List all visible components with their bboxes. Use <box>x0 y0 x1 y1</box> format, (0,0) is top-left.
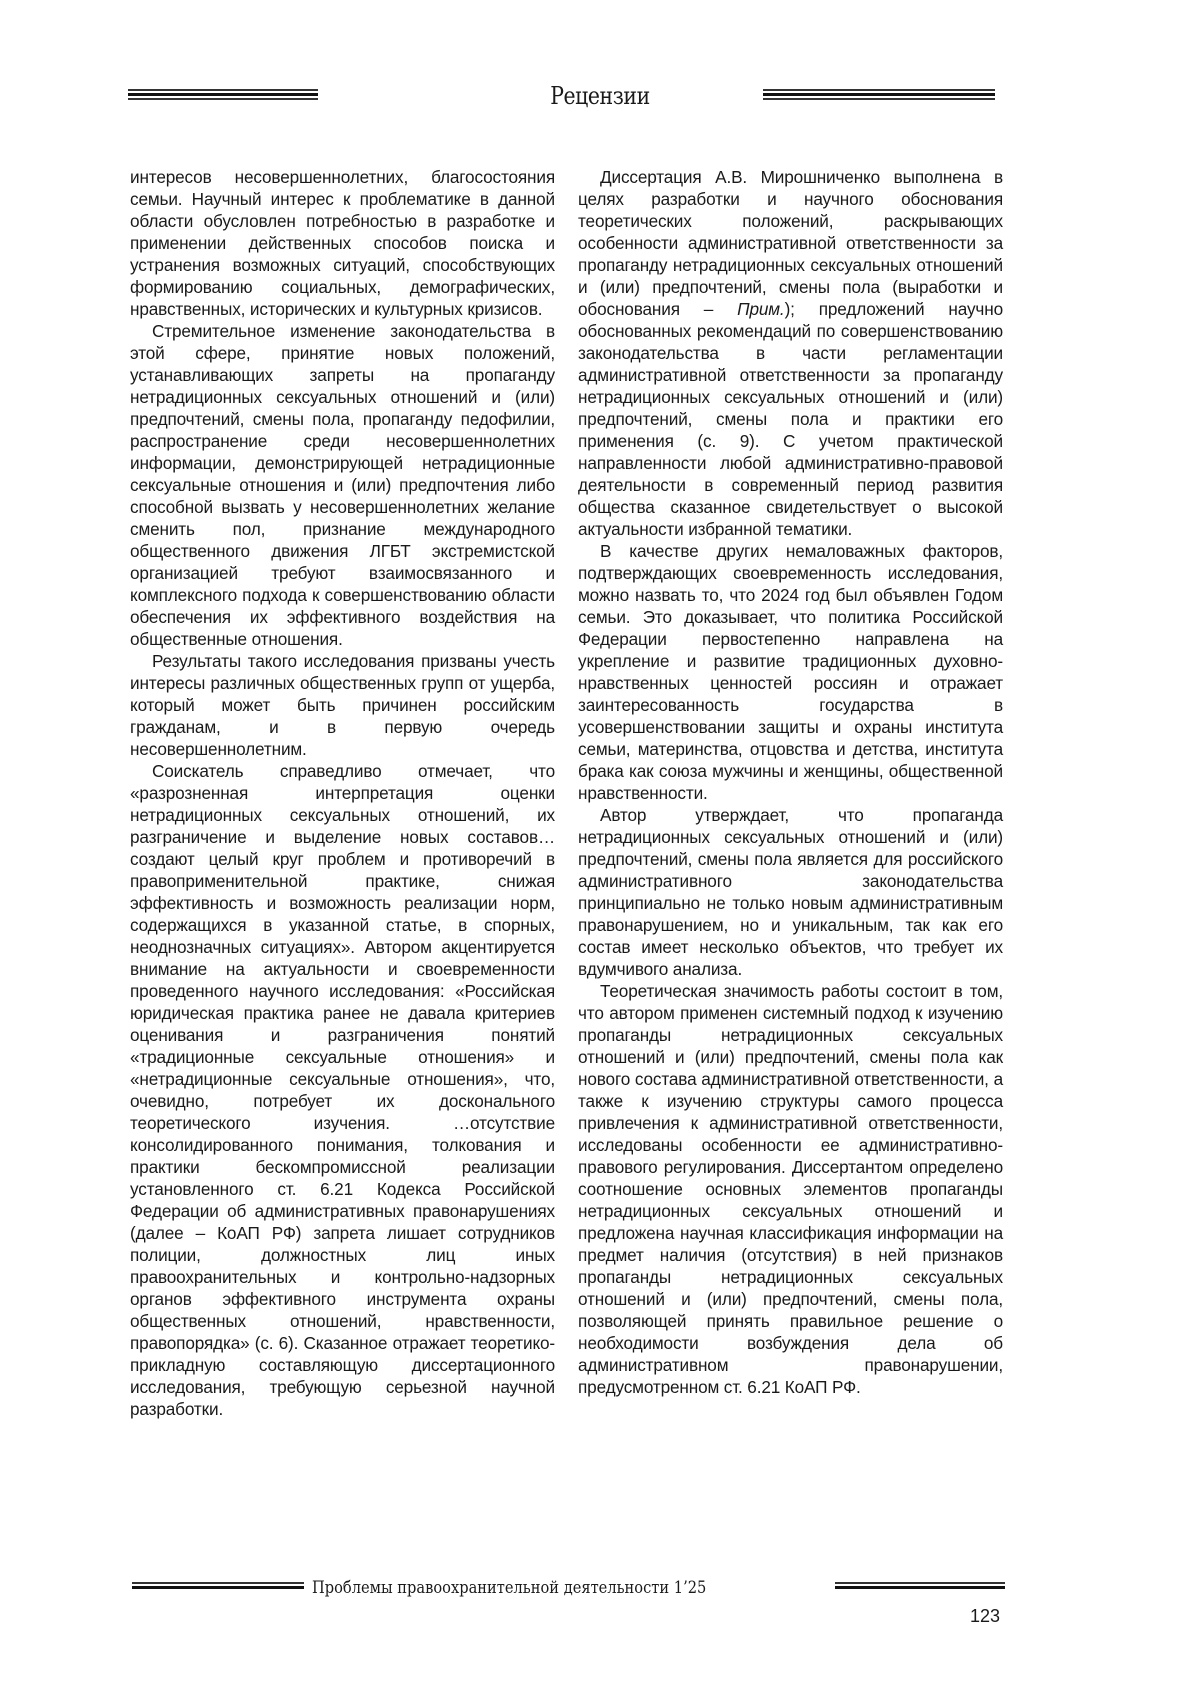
paragraph: В качестве других немаловажных факторов, подтверждающих своевременность исследования, можно назвать то, что 2024 год был объявлен Годом семьи. Это доказывает, что политика Российской Федерации первостепенно направлена на укрепление и развитие традиционных духовно-нравственных ценностей россиян и отражает заинтересованность государства в усовершенствовании защиты и охраны института семьи, материнства, отцовства и детства, института брака как союза мужчины и женщины, общественной нравственности. <box>578 540 1003 804</box>
left-column <box>130 166 555 1420</box>
footer-rule-left <box>132 1582 304 1593</box>
paragraph: интересов несовершеннолетних, благосостояния семьи. Научный интерес к проблематике в данной области обусловлен потребностью в разработке и применении действенных способов поиска и устранения возможных ситуаций, способствующих формированию социальных, демографических, нравственных, исторических и культурных кризисов. <box>130 166 555 320</box>
right-column <box>578 166 1003 1398</box>
section-title: Рецензии <box>90 82 1110 110</box>
journal-title: Проблемы правоохранительной деятельности 1’25 <box>312 1578 706 1598</box>
footer-rule-right <box>835 1582 1005 1593</box>
note-abbrev: Прим. <box>737 299 784 319</box>
header-rule-right <box>763 89 995 100</box>
paragraph: Теоретическая значимость работы состоит в том, что автором применен системный подход к изучению пропаганды нетрадиционных сексуальных отношений и (или) предпочтений, смены пола как нового состава административной ответственности, а также к изучению структуры самого процесса привлечения к административной ответственности, исследованы особенности ее административно-правового регулирования. Диссертантом определено соотношение основных элементов пропаганды нетрадиционных сексуальных отношений и предложена научная классификация информации на предмет наличия (отсутствия) в ней признаков пропаганды нетрадиционных сексуальных отношений и (или) предпочтений, смены пола, позволяющей принять правильное решение о необходимости возбуждения дела об административном правонарушении, предусмотренном ст. 6.21 КоАП РФ. <box>578 980 1003 1398</box>
paragraph: Стремительное изменение законодательства в этой сфере, принятие новых положений, устанавливающих запреты на пропаганду нетрадиционных сексуальных отношений и (или) предпочтений, смены пола, пропаганду педофилии, распространение среди несовершеннолетних информации, демонстрирующей нетрадиционные сексуальные отношения и (или) предпочтения либо способной вызвать у несовершеннолетних желание сменить пол, признание международного общественного движения ЛГБТ экстремистской организацией требуют взаимосвязанного и комплексного подхода к совершенствованию области обеспечения их эффективного воздействия на общественные отношения. <box>130 320 555 650</box>
paragraph: Диссертация А.В. Мирошниченко выполнена в целях разработки и научного обоснования теоретических положений, раскрывающих особенности административной ответственности за пропаганду нетрадиционных сексуальных отношений и (или) предпочтений, смены пола (выработки и обоснования – Прим.); предложений научно обоснованных рекомендаций по совершенствованию законодательства в части регламентации административной ответственности за пропаганду нетрадиционных сексуальных отношений и (или) предпочтений, смены пола и практики его применения (с. 9). С учетом практической направленности любой административно-правовой деятельности в современный период развития общества сказанное свидетельствует о высокой актуальности избранной тематики. <box>578 166 1003 540</box>
page-number: 123 <box>970 1606 1000 1627</box>
paragraph: Результаты такого исследования призваны учесть интересы различных общественных групп от ущерба, который может быть причинен российским гражданам, и в первую очередь несовершеннолетним. <box>130 650 555 760</box>
paragraph: Соискатель справедливо отмечает, что «разрозненная интерпретация оценки нетрадиционных сексуальных отношений, их разграничение и выделение новых составов… создают целый круг проблем и противоречий в правоприменительной практике, снижая эффективность и возможность реализации норм, содержащихся в указанной статье, в спорных, неоднозначных ситуациях». Автором акцентируется внимание на актуальности и своевременности проведенного научного исследования: «Российская юридическая практика ранее не давала критериев оценивания и разграничения понятий «традиционные сексуальные отношения» и «нетрадиционные сексуальные отношения», что, очевидно, потребует их досконального теоретического изучения. …отсутствие консолидированного понимания, толкования и практики бескомпромиссной реализации установленного ст. 6.21 Кодекса Российской Федерации об административных правонарушениях (далее – КоАП РФ) запрета лишает сотрудников полиции, должностных лиц иных правоохранительных и контрольно-надзорных органов эффективного инструмента охраны общественных отношений, нравственности, правопорядка» (с. 6). Сказанное отражает теоретико-прикладную составляющую диссертационного исследования, требующую серьезной научной разработки. <box>130 760 555 1420</box>
paragraph: Автор утверждает, что пропаганда нетрадиционных сексуальных отношений и (или) предпочтений, смены пола является для российского административного законодательства принципиально не только новым административным правонарушением, но и уникальным, так как его состав имеет несколько объектов, что требует их вдумчивого анализа. <box>578 804 1003 980</box>
